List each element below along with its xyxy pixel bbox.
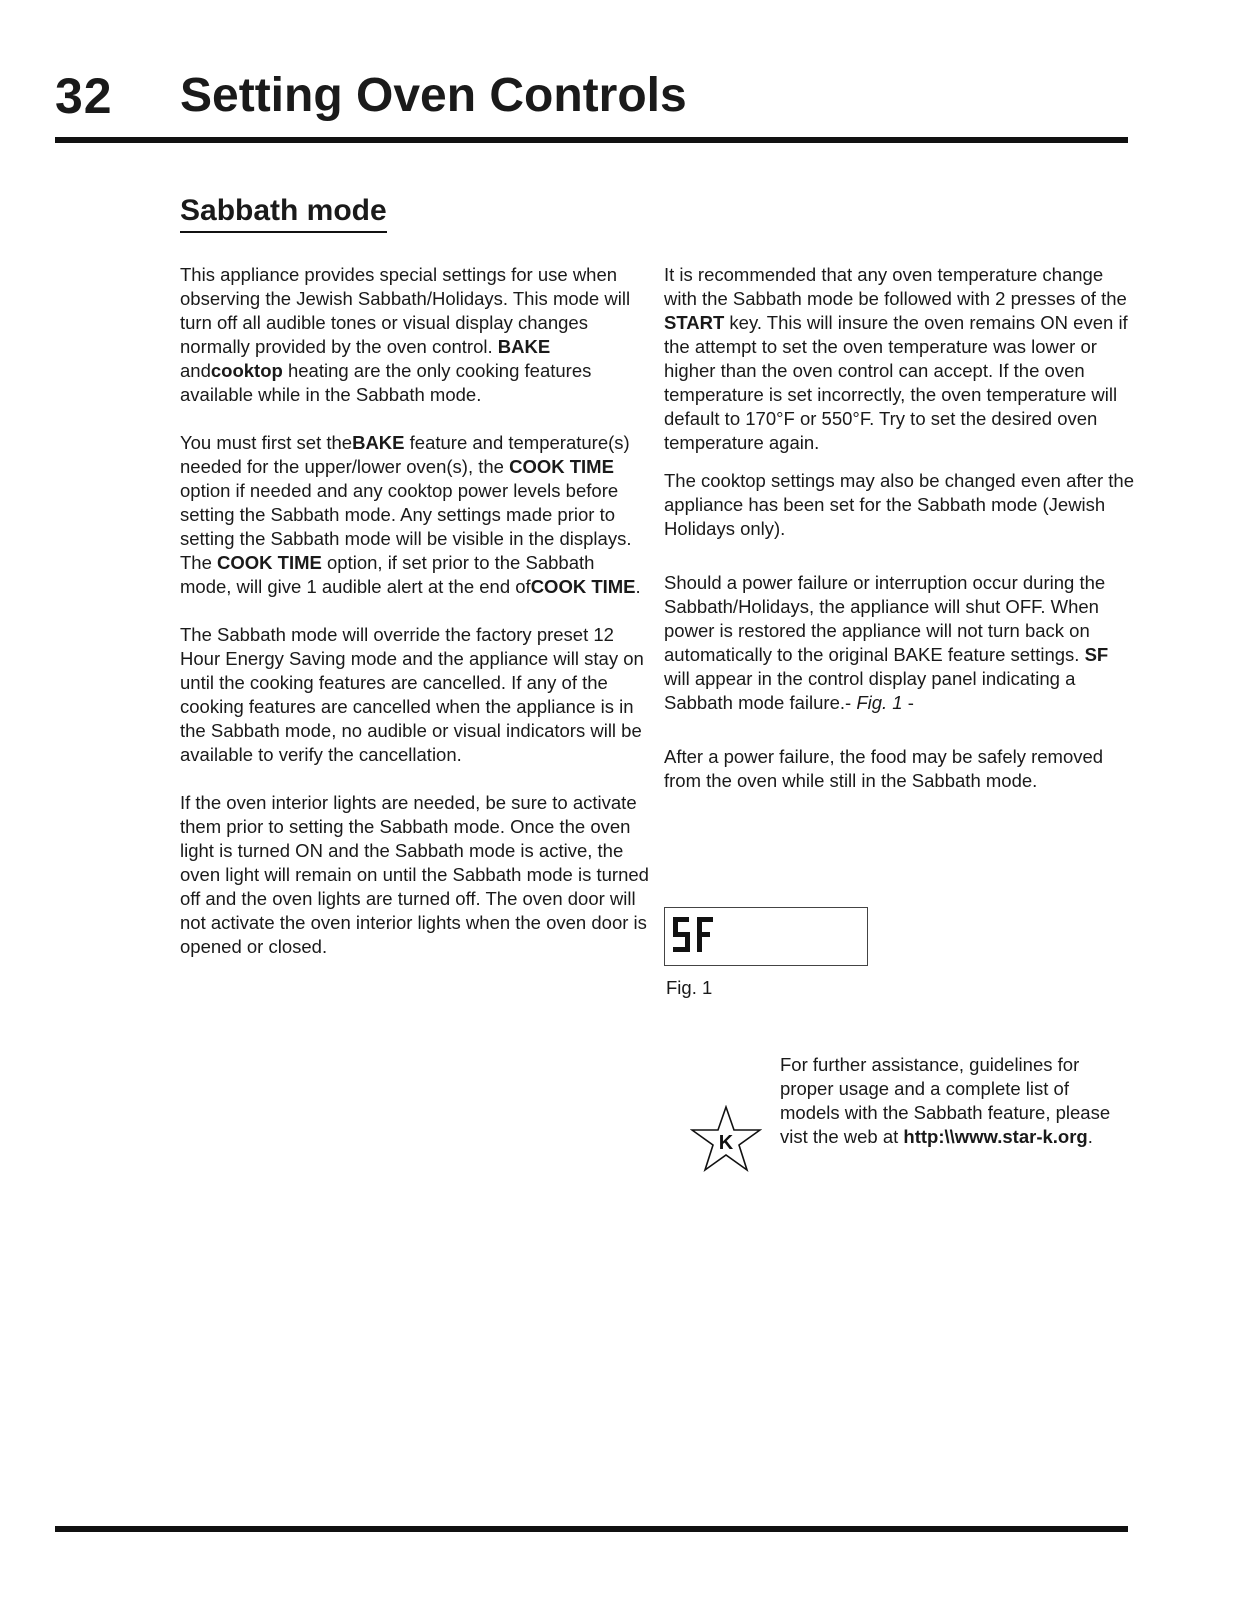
- paragraph-lights: If the oven interior lights are needed, be sure to activate them prior to setting the Sabbath mode. Once the oven light is turned ON and the Sabbath mode is active, the oven light will remain on until the Sabbath mode is turned off and the oven lights are turned off. The oven door will not activate the oven interior lights when the oven door is opened or closed.: [180, 792, 649, 957]
- control-display-panel: [664, 907, 868, 966]
- paragraph-temperature: It is recommended that any oven temperature change with the Sabbath mode be followed with 2 presses of the START key. This will insure the oven remains ON even if the attempt to set the oven temperature was lower or higher than the oven control can accept. If the oven temperature is set incorrectly, the oven temperature will default to 170°F or 550°F. Try to set the desired oven temperature again.: [664, 264, 1128, 453]
- sf-display-glyphs: [669, 914, 729, 960]
- page-number: 32: [55, 68, 113, 124]
- paragraph-setup: You must first set theBAKE feature and temperature(s) needed for the upper/lower oven(s), the COOK TIME option if needed and any cooktop power levels before setting the Sabbath mode. Any settings made prior to setting the Sabbath mode will be visible in the displays. The COOK TIME option, if set prior to the Sabbath mode, will give 1 audible alert at the end ofCOOK TIME.: [180, 432, 641, 597]
- paragraph-intro: This appliance provides special settings for use when observing the Jewish Sabbath/Holidays. This mode will turn off all audible tones or visual display changes normally provided by the oven control. BAKE andcooktop heating are the only cooking features available while in the Sabbath mode.: [180, 264, 631, 405]
- star-k-link[interactable]: http:\\www.star-k.org: [903, 1126, 1088, 1147]
- paragraph-cooktop: The cooktop settings may also be changed even after the appliance has been set for the Sabbath mode (Jewish Holidays only).: [664, 470, 1134, 539]
- paragraph-power-failure: Should a power failure or interruption occur during the Sabbath/Holidays, the appliance will shut OFF. When power is restored the appliance will not turn back on automatically to the original BAKE feature settings. SF will appear in the control display panel indicating a Sabbath mode failure.- Fig. 1 -: [664, 572, 1109, 713]
- bottom-rule: [55, 1526, 1128, 1532]
- logo-letter: K: [718, 1132, 734, 1154]
- assistance-note: For further assistance, guidelines for proper usage and a complete list of models with the Sabbath feature, please vist the web at http:\\www.star-k.org.: [780, 1054, 1111, 1147]
- top-rule: [55, 137, 1128, 143]
- left-column: [180, 263, 650, 959]
- star-k-logo-icon: [690, 1105, 762, 1178]
- section-title: Sabbath mode: [180, 194, 387, 233]
- paragraph-override: The Sabbath mode will override the factory preset 12 Hour Energy Saving mode and the appliance will stay on until the cooking features are cancelled. If any of the cooking features are cancelled when the appliance is in the Sabbath mode, no audible or visual indicators will be available to verify the cancellation.: [180, 624, 644, 765]
- figure-caption: Fig. 1: [666, 977, 713, 998]
- right-column: [664, 263, 1134, 793]
- paragraph-food-removal: After a power failure, the food may be safely removed from the oven while still in the Sabbath mode.: [664, 746, 1104, 791]
- page-title: Setting Oven Controls: [180, 69, 687, 122]
